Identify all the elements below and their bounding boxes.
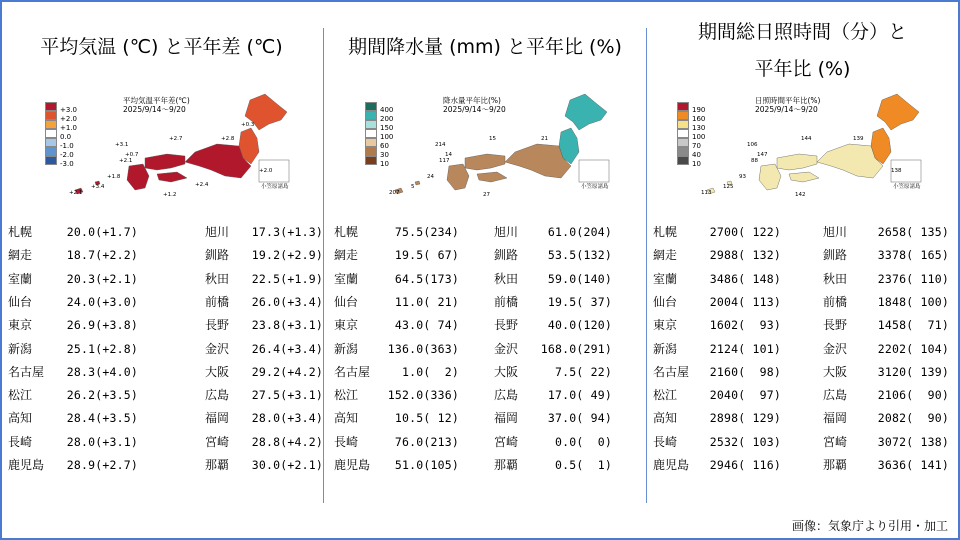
station-value: 3120( 139) — [877, 364, 949, 379]
station-name: 前橋 — [205, 294, 230, 309]
station-name: 宮崎 — [494, 434, 519, 449]
station-value: 2004( 113) — [709, 294, 781, 309]
station-name: 名古屋 — [334, 364, 371, 379]
legend-label: -1.0 — [60, 142, 74, 150]
station-value: 28.0(+3.1) — [66, 434, 138, 449]
table-row — [324, 245, 646, 265]
table-row — [0, 339, 323, 359]
station-value: 2532( 103) — [709, 434, 781, 449]
station-name: 長崎 — [8, 434, 33, 449]
amami-region — [415, 181, 420, 185]
station-name: 鹿児島 — [8, 458, 45, 472]
station-value: 26.2(+3.5) — [66, 388, 138, 403]
station-name: 高知 — [653, 411, 678, 426]
map-title: 降水量平年比(%) — [443, 96, 501, 105]
legend-label: -3.0 — [60, 160, 74, 168]
ogasawara-label: 小笠原諸島 — [893, 184, 921, 190]
station-name: 釧路 — [205, 248, 230, 263]
station-value: 0.0( 0) — [555, 434, 612, 449]
panel-title: 平年比 (%) — [754, 58, 851, 80]
station-name: 室蘭 — [653, 271, 678, 286]
station-value: 2700( 122) — [709, 225, 781, 239]
table-row — [0, 432, 323, 452]
table-row — [647, 292, 958, 312]
map-annotation: 117 — [439, 158, 450, 164]
station-value: 19.2(+2.9) — [251, 248, 323, 263]
station-name: 東京 — [334, 318, 359, 333]
legend-label: +2.0 — [60, 115, 77, 123]
station-value: 1848( 100) — [877, 294, 949, 309]
station-name: 秋田 — [823, 271, 848, 286]
station-name: 松江 — [334, 388, 359, 403]
legend-label: 0.0 — [60, 133, 72, 141]
station-value: 2160( 98) — [709, 364, 781, 379]
legend-label: 100 — [380, 133, 394, 141]
map-annotation: +2.7 — [169, 136, 183, 142]
table-row — [647, 222, 958, 242]
station-name: 広島 — [823, 388, 848, 403]
station-name: 旭川 — [205, 225, 230, 239]
station-name: 室蘭 — [334, 271, 359, 286]
station-name: 東京 — [8, 318, 33, 333]
table-row — [324, 222, 646, 242]
table-row — [647, 315, 958, 335]
legend-label: 30 — [380, 151, 389, 159]
station-name: 室蘭 — [8, 271, 33, 286]
hokkaido-region — [877, 94, 919, 130]
weather-map — [677, 86, 927, 198]
station-value: 64.5(173) — [394, 271, 459, 286]
table-row — [647, 339, 958, 359]
chugoku-region — [465, 154, 505, 170]
map-annotation: +0.3 — [241, 122, 255, 128]
map-annotation: +1.8 — [107, 174, 121, 180]
table-row — [0, 408, 323, 428]
station-name: 旭川 — [823, 225, 848, 239]
panel-title: 平均気温 (℃) と平年差 (℃) — [40, 36, 283, 58]
table-row — [647, 455, 958, 475]
legend-label: -2.0 — [60, 151, 74, 159]
station-value: 61.0(204) — [547, 225, 612, 239]
table-row — [647, 269, 958, 289]
table-row — [647, 432, 958, 452]
station-value: 59.0(140) — [547, 271, 612, 286]
station-value: 28.9(+2.7) — [66, 458, 138, 472]
station-name: 仙台 — [334, 294, 359, 309]
station-name: 宮崎 — [823, 434, 848, 449]
station-name: 福岡 — [494, 411, 519, 426]
hokkaido-region — [565, 94, 607, 130]
map-annotation: 142 — [795, 192, 806, 198]
station-value: 2898( 129) — [709, 411, 781, 426]
shikoku-region — [789, 172, 819, 182]
map-annotation: 113 — [701, 190, 712, 196]
map-annotation: 139 — [853, 136, 864, 142]
map-annotation: 24 — [427, 174, 434, 180]
table-row — [324, 292, 646, 312]
table-row — [324, 408, 646, 428]
station-value: 17.3(+1.3) — [251, 225, 323, 239]
station-value: 18.7(+2.2) — [66, 248, 138, 263]
table-row — [324, 269, 646, 289]
station-name: 新潟 — [8, 341, 33, 356]
station-name: 名古屋 — [653, 364, 690, 379]
station-value: 7.5( 22) — [555, 364, 612, 379]
map-period: 2025/9/14～9/20 — [443, 105, 506, 114]
station-value: 26.0(+3.4) — [251, 294, 323, 309]
map-annotation: 125 — [723, 184, 734, 190]
station-value: 53.5(132) — [547, 248, 612, 263]
station-value: 28.4(+3.5) — [66, 411, 138, 426]
weather-map — [365, 86, 615, 198]
station-value: 2082( 90) — [877, 411, 949, 426]
chugoku-region — [777, 154, 817, 170]
station-value: 20.0(+1.7) — [66, 225, 138, 239]
station-value: 28.8(+4.2) — [251, 434, 323, 449]
map-annotation: 5 — [411, 184, 415, 190]
station-name: 網走 — [653, 248, 678, 263]
table-row — [647, 245, 958, 265]
panel-title: 期間総日照時間（分）と — [697, 21, 907, 43]
station-name: 名古屋 — [8, 364, 45, 379]
station-name: 札幌 — [8, 225, 33, 239]
station-value: 28.3(+4.0) — [66, 364, 138, 379]
legend-label: 160 — [692, 115, 706, 123]
station-value: 2376( 110) — [877, 271, 949, 286]
table-row — [647, 362, 958, 382]
map-annotation: 14 — [445, 152, 452, 158]
map-annotation: +2.4 — [195, 182, 209, 188]
table-row — [647, 385, 958, 405]
table-row — [324, 432, 646, 452]
station-name: 長崎 — [334, 434, 359, 449]
legend-label: 200 — [380, 115, 394, 123]
station-value: 24.0(+3.0) — [66, 294, 138, 309]
station-value: 2106( 90) — [877, 388, 949, 403]
station-value: 40.0(120) — [547, 318, 612, 333]
ogasawara-label: 小笠原諸島 — [261, 184, 289, 190]
station-value: 75.5(234) — [394, 225, 459, 239]
station-value: 2124( 101) — [709, 341, 781, 356]
map-annotation: 138 — [891, 168, 902, 174]
table-row — [0, 245, 323, 265]
map-title: 日照時間平年比(%) — [755, 96, 821, 105]
station-value: 0.5( 1) — [555, 458, 612, 472]
station-value: 26.9(+3.8) — [66, 318, 138, 333]
station-name: 広島 — [494, 388, 519, 403]
ogasawara-label: 小笠原諸島 — [581, 184, 609, 190]
station-name: 鹿児島 — [653, 458, 690, 472]
map-annotation: +2.1 — [119, 158, 133, 164]
map-annotation: +3.1 — [115, 142, 129, 148]
station-name: 那覇 — [205, 458, 230, 472]
table-row — [0, 455, 323, 475]
table-row — [0, 315, 323, 335]
station-value: 168.0(291) — [540, 341, 612, 356]
station-name: 旭川 — [494, 225, 519, 239]
station-name: 長野 — [205, 318, 230, 333]
map-annotation: 93 — [739, 174, 746, 180]
station-value: 26.4(+3.4) — [251, 341, 323, 356]
station-name: 前橋 — [823, 294, 848, 309]
station-name: 東京 — [653, 318, 678, 333]
panel-title: 期間降水量 (mm) と平年比 (%) — [348, 36, 622, 58]
station-value: 30.0(+2.1) — [251, 458, 323, 472]
station-name: 長崎 — [653, 434, 678, 449]
ogasawara-inset-frame — [579, 160, 609, 182]
station-name: 金沢 — [205, 341, 230, 356]
station-name: 宮崎 — [205, 434, 230, 449]
japan-map-svg — [365, 86, 615, 198]
map-title: 平均気温平年差(℃) — [123, 96, 190, 105]
legend-label: 400 — [380, 106, 394, 114]
station-name: 高知 — [334, 411, 359, 426]
map-period: 2025/9/14～9/20 — [755, 105, 818, 114]
map-annotation: 144 — [801, 136, 812, 142]
table-row — [324, 385, 646, 405]
map-annotation: +2.1 — [69, 190, 83, 196]
station-name: 秋田 — [205, 271, 230, 286]
station-value: 23.8(+3.1) — [251, 318, 323, 333]
station-value: 2040( 97) — [709, 388, 781, 403]
station-name: 釧路 — [823, 248, 848, 263]
map-annotation: 147 — [757, 152, 768, 158]
weather-map — [45, 86, 295, 198]
station-value: 3378( 165) — [877, 248, 949, 263]
station-name: 大阪 — [823, 364, 848, 379]
legend-label: 10 — [380, 160, 389, 168]
station-value: 11.0( 21) — [394, 294, 459, 309]
station-value: 3486( 148) — [709, 271, 781, 286]
map-annotation: +3.4 — [91, 184, 105, 190]
legend-label: 150 — [380, 124, 394, 132]
map-annotation: +0.7 — [125, 152, 139, 158]
station-name: 福岡 — [823, 411, 848, 426]
station-value: 2946( 116) — [709, 458, 781, 472]
map-annotation: 106 — [747, 142, 758, 148]
station-value: 20.3(+2.1) — [66, 271, 138, 286]
shikoku-region — [157, 172, 187, 182]
map-annotation: +2.0 — [259, 168, 273, 174]
japan-map-svg — [677, 86, 927, 198]
station-name: 高知 — [8, 411, 33, 426]
station-name: 松江 — [653, 388, 678, 403]
station-value: 19.5( 37) — [547, 294, 612, 309]
station-value: 22.5(+1.9) — [251, 271, 323, 286]
station-value: 3072( 138) — [877, 434, 949, 449]
map-period: 2025/9/14～9/20 — [123, 105, 186, 114]
station-value: 1458( 71) — [877, 318, 949, 333]
station-value: 17.0( 49) — [547, 388, 612, 403]
station-name: 金沢 — [823, 341, 848, 356]
station-name: 大阪 — [494, 364, 519, 379]
station-value: 76.0(213) — [394, 434, 459, 449]
table-row — [324, 339, 646, 359]
station-name: 松江 — [8, 388, 33, 403]
map-annotation: 207 — [389, 190, 400, 196]
station-name: 大阪 — [205, 364, 230, 379]
station-value: 1.0( 2) — [402, 364, 459, 379]
map-annotation: 88 — [751, 158, 758, 164]
station-name: 那覇 — [494, 458, 519, 472]
legend-label: +3.0 — [60, 106, 77, 114]
table-row — [324, 362, 646, 382]
legend-label: 100 — [692, 133, 706, 141]
station-name: 長野 — [494, 318, 519, 333]
table-row — [0, 222, 323, 242]
station-value: 136.0(363) — [387, 341, 459, 356]
station-name: 広島 — [205, 388, 230, 403]
legend-label: 70 — [692, 142, 701, 150]
station-name: 前橋 — [494, 294, 519, 309]
table-row — [647, 408, 958, 428]
japan-map-svg — [45, 86, 295, 198]
station-name: 新潟 — [653, 341, 678, 356]
station-value: 25.1(+2.8) — [66, 341, 138, 356]
station-name: 札幌 — [334, 225, 359, 239]
map-annotation: +1.2 — [163, 192, 177, 198]
station-value: 10.5( 12) — [394, 411, 459, 426]
station-value: 43.0( 74) — [394, 318, 459, 333]
chugoku-region — [145, 154, 185, 170]
station-value: 51.0(105) — [394, 458, 459, 472]
station-value: 29.2(+4.2) — [251, 364, 323, 379]
station-name: 仙台 — [8, 294, 33, 309]
station-name: 金沢 — [494, 341, 519, 356]
station-name: 福岡 — [205, 411, 230, 426]
station-name: 新潟 — [334, 341, 359, 356]
legend-label: 60 — [380, 142, 389, 150]
map-annotation: 15 — [489, 136, 496, 142]
station-name: 鹿児島 — [334, 458, 371, 472]
legend-label: 190 — [692, 106, 706, 114]
table-row — [324, 315, 646, 335]
map-annotation: 27 — [483, 192, 490, 198]
station-value: 2202( 104) — [877, 341, 949, 356]
table-row — [0, 362, 323, 382]
image-credit: 画像：気象庁より引用・加工 — [791, 519, 948, 533]
station-name: 仙台 — [653, 294, 678, 309]
legend-label: 130 — [692, 124, 706, 132]
station-value: 2658( 135) — [877, 225, 949, 239]
legend-label: +1.0 — [60, 124, 77, 132]
table-row — [0, 385, 323, 405]
station-name: 長野 — [823, 318, 848, 333]
table-row — [0, 292, 323, 312]
station-value: 152.0(336) — [387, 388, 459, 403]
legend-label: 40 — [692, 151, 701, 159]
station-name: 那覇 — [823, 458, 848, 472]
station-value: 1602( 93) — [709, 318, 781, 333]
map-annotation: +2.8 — [221, 136, 235, 142]
table-row — [0, 269, 323, 289]
station-value: 19.5( 67) — [394, 248, 459, 263]
station-value: 27.5(+3.1) — [251, 388, 323, 403]
station-name: 網走 — [334, 248, 359, 263]
station-name: 釧路 — [494, 248, 519, 263]
station-value: 37.0( 94) — [547, 411, 612, 426]
table-row — [324, 455, 646, 475]
station-value: 3636( 141) — [877, 458, 949, 472]
legend-label: 10 — [692, 160, 701, 168]
station-name: 網走 — [8, 248, 33, 263]
map-annotation: 214 — [435, 142, 446, 148]
station-value: 28.0(+3.4) — [251, 411, 323, 426]
station-value: 2988( 132) — [709, 248, 781, 263]
shikoku-region — [477, 172, 507, 182]
map-annotation: 21 — [541, 136, 548, 142]
station-name: 秋田 — [494, 271, 519, 286]
station-name: 札幌 — [653, 225, 678, 239]
